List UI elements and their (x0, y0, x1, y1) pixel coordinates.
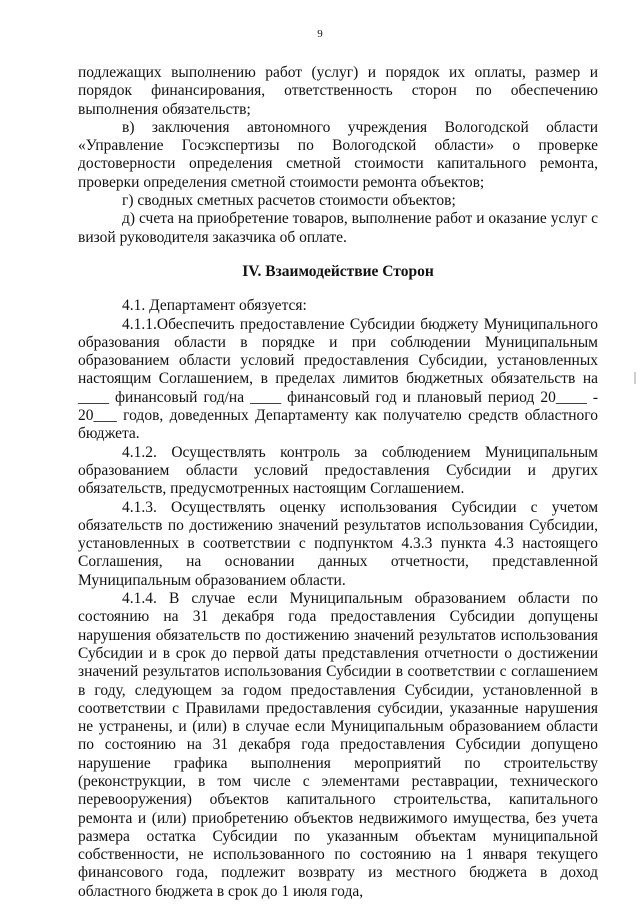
paragraph-item-g: г) сводных сметных расчетов стоимости объектов; (122, 192, 456, 210)
scan-edge-mark (634, 372, 636, 384)
section-heading: IV. Взаимодействие Сторон (242, 262, 434, 280)
paragraph-4-1: 4.1. Департамент обязуется: (122, 297, 307, 315)
paragraph-item-d: д) счета на приобретение товаров, выполнение работ и оказание услуг с визой руководителя заказчика об оплате. (78, 210, 598, 246)
page-number: 9 (317, 28, 323, 40)
paragraph-4-1-3: 4.1.3. Осуществлять оценку использования Субсидии с учетом обязательств по достижению значений результатов использования Субсидии, установленных в соответствии с подпунктом 4.3.3 пункта 4.3 настоящего Соглашения, на основании данных отчетности, представленной Муниципальным образованием области. (78, 498, 598, 589)
paragraph-4-1-4: 4.1.4. В случае если Муниципальным образованием области по состоянию на 31 декабря года предоставления Субсидии допущены нарушения обязательств по достижению значений результатов использования Субсидии и в срок до первой даты представления отчетности о достижении значений результатов использования Субсидии в соответствии с соглашением в году, следующем за годом предоставления Субсидии, установленной в соответствии с Правилами предоставления субсидии, указанные нарушения не устранены, и (или) в случае если Муниципальным образованием области по состоянию на 31 декабря года предоставления Субсидии допущено нарушение графика выполнения мероприятий по строительству (реконструкции, в том числе с элементами реставрации, технического перевооружения) объектов капитального строительства, капитального ремонта и (или) приобретению объектов недвижимого имущества, без учета размера остатка Субсидии по указанным объектам муниципальной собственности, не использованного по состоянию на 1 января текущего финансового года, подлежит возврату из местного бюджета в доход областного бюджета в срок до 1 июля года, (78, 590, 598, 900)
paragraph-item-v: в) заключения автономного учреждения Вологодской области «Управление Госэкспертизы по Вологодской области» о проверке достоверности определения сметной стоимости капитального ремонта, проверки определения сметной стоимости ремонта объектов; (78, 118, 598, 191)
paragraph-4-1-1: 4.1.1.Обеспечить предоставление Субсидии бюджету Муниципального образования области в порядке и при соблюдении Муниципальным образованием области условий предоставления Субсидии, установленных настоящим Соглашением, в пределах лимитов бюджетных обязательств на ____ финансовый год/на ____ финансовый год и плановый период 20____ - 20___ годов, доведенных Департаменту как получателю средств областного бюджета. (78, 315, 598, 443)
document-body (78, 64, 598, 901)
paragraph-continuation: подлежащих выполнению работ (услуг) и порядок их оплаты, размер и порядок финансирования, ответственность сторон по обеспечению выполнения обязательств; (78, 64, 598, 118)
paragraph-4-1-2: 4.1.2. Осуществлять контроль за соблюдением Муниципальным образованием области условий предоставления Субсидии и других обязательств, предусмотренных настоящим Соглашением. (78, 443, 598, 498)
